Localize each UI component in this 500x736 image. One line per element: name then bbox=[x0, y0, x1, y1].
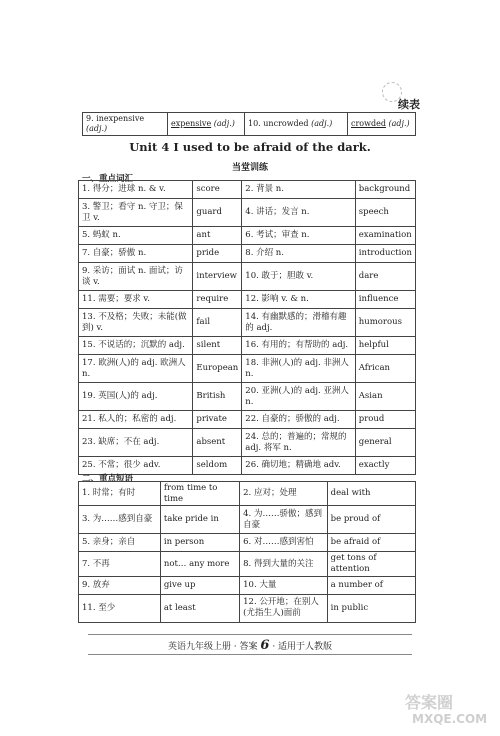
cell: crowded (adj.) bbox=[348, 113, 416, 136]
cell-prompt-left: 3. 为……感到自豪 bbox=[79, 506, 161, 534]
cell-answer-left: pride bbox=[193, 245, 242, 263]
cell-answer-left: in person bbox=[160, 534, 239, 552]
section-heading-phrases: 二、重点短语 bbox=[82, 474, 134, 484]
cell-prompt-left: 19. 英国(人)的 adj. bbox=[79, 383, 193, 411]
cell-answer-right: a number of bbox=[327, 576, 415, 594]
cell-prompt-right: 2. 应对；处理 bbox=[240, 482, 328, 506]
table-row bbox=[79, 245, 416, 263]
cell-answer-left: European bbox=[193, 355, 242, 383]
table-row bbox=[79, 576, 416, 594]
cell-answer-left: seldom bbox=[193, 457, 242, 475]
cell-prompt-right: 8. 介绍 n. bbox=[242, 245, 356, 263]
cell-answer-right: speech bbox=[355, 199, 415, 227]
cell-prompt-left: 13. 不及格；失败；未能(做到) v. bbox=[79, 309, 193, 337]
cell-prompt-right: 6. 对……感到害怕 bbox=[240, 534, 328, 552]
cell-prompt-right: 10. 敢于；胆敢 v. bbox=[242, 263, 356, 291]
cell-answer-right: get tons of attention bbox=[327, 552, 415, 576]
table-row bbox=[83, 113, 416, 136]
footer-rule-top bbox=[88, 634, 412, 635]
table-row bbox=[79, 309, 416, 337]
cell-prompt-left: 17. 欧洲(人)的 adj. 欧洲人 n. bbox=[79, 355, 193, 383]
cell-prompt-left: 1. 得分；进球 n. & v. bbox=[79, 181, 193, 199]
watermark-url: MXQE.COM bbox=[412, 712, 488, 726]
table-row bbox=[79, 411, 416, 429]
cell-prompt-left: 25. 不常；很少 adv. bbox=[79, 457, 193, 475]
cell-answer-right: proud bbox=[355, 411, 415, 429]
cell-answer-left: fail bbox=[193, 309, 242, 337]
cell-prompt-left: 7. 自豪；骄傲 n. bbox=[79, 245, 193, 263]
cell-answer-right: deal with bbox=[327, 482, 415, 506]
cell-prompt-left: 5. 蚂蚁 n. bbox=[79, 227, 193, 245]
section-heading-vocabulary: 一、重点词汇 bbox=[82, 174, 134, 184]
cell-prompt-right: 14. 有幽默感的；滑稽有趣的 adj. bbox=[242, 309, 356, 337]
cell-prompt-right: 6. 考试；审查 n. bbox=[242, 227, 356, 245]
cell-answer-left: give up bbox=[160, 576, 239, 594]
cell-prompt-right: 18. 非洲(人)的 adj. 非洲人 n. bbox=[242, 355, 356, 383]
cell-answer-right: general bbox=[355, 429, 415, 457]
cell-prompt-left: 9. 采访；面试 n. 面试；访谈 v. bbox=[79, 263, 193, 291]
page-footer: 英语九年级上册 · 答案 6 · 适用于人教版 bbox=[167, 638, 333, 653]
table-row bbox=[79, 227, 416, 245]
cell-answer-right: helpful bbox=[355, 337, 415, 355]
cell-answer-left: ant bbox=[193, 227, 242, 245]
table-row bbox=[79, 355, 416, 383]
phrases-table bbox=[78, 481, 416, 623]
continued-label: 续表 bbox=[398, 98, 420, 111]
cell-prompt-right: 12. 公开地；在别人(尤指生人)面前 bbox=[240, 594, 328, 622]
cell-answer-left: require bbox=[193, 291, 242, 309]
cell-prompt-left: 3. 警卫；看守 n. 守卫；保卫 v. bbox=[79, 199, 193, 227]
cell-answer-left: interview bbox=[193, 263, 242, 291]
cell-answer-left: British bbox=[193, 383, 242, 411]
cell-prompt-right: 22. 自豪的；骄傲的 adj. bbox=[242, 411, 356, 429]
cell-prompt-right: 16. 有用的；有帮助的 adj. bbox=[242, 337, 356, 355]
cell-answer-right: be proud of bbox=[327, 506, 415, 534]
cell-answer-left: private bbox=[193, 411, 242, 429]
footer-rule-bottom bbox=[88, 654, 412, 655]
cell-answer-right: dare bbox=[355, 263, 415, 291]
cell-prompt-left: 1. 时常；有时 bbox=[79, 482, 161, 506]
table-row bbox=[79, 263, 416, 291]
table-row bbox=[79, 337, 416, 355]
cell-answer-right: humorous bbox=[355, 309, 415, 337]
cell-prompt-right: 10. 大量 bbox=[240, 576, 328, 594]
cell-prompt-right: 20. 亚洲(人)的 adj. 亚洲人 n. bbox=[242, 383, 356, 411]
cell-prompt-left: 21. 私人的；私密的 adj. bbox=[79, 411, 193, 429]
cell-prompt-left: 15. 不说话的；沉默的 adj. bbox=[79, 337, 193, 355]
table-row bbox=[79, 482, 416, 506]
cell-answer-right: background bbox=[355, 181, 415, 199]
cell-answer-right: in public bbox=[327, 594, 415, 622]
table-row bbox=[79, 383, 416, 411]
cell-answer-right: African bbox=[355, 355, 415, 383]
cell-prompt-right: 12. 影响 v. & n. bbox=[242, 291, 356, 309]
table-row bbox=[79, 506, 416, 534]
section-subtitle: 当堂训练 bbox=[231, 163, 268, 173]
cell-prompt-left: 9. 放弃 bbox=[79, 576, 161, 594]
cell-answer-right: exactly bbox=[355, 457, 415, 475]
cell-answer-left: at least bbox=[160, 594, 239, 622]
continued-table bbox=[82, 112, 416, 136]
cell-answer-left: guard bbox=[193, 199, 242, 227]
table-row bbox=[79, 291, 416, 309]
table-row bbox=[79, 199, 416, 227]
cell-answer-right: influence bbox=[355, 291, 415, 309]
cell-prompt-right: 8. 得到大量的关注 bbox=[240, 552, 328, 576]
table-row bbox=[79, 181, 416, 199]
cell-prompt-right: 2. 背景 n. bbox=[242, 181, 356, 199]
cell-prompt-right: 4. 讲话；发言 n. bbox=[242, 199, 356, 227]
cell: expensive (adj.) bbox=[168, 113, 245, 136]
table-row bbox=[79, 552, 416, 576]
cell-answer-left: not… any more bbox=[160, 552, 239, 576]
cell-prompt-right: 24. 总的；普遍的；常规的 adj. 将军 n. bbox=[242, 429, 356, 457]
watermark-logo: 答案圈 bbox=[405, 693, 454, 712]
cell-answer-left: silent bbox=[193, 337, 242, 355]
cell-answer-right: examination bbox=[355, 227, 415, 245]
cell-prompt-right: 26. 确切地；精确地 adv. bbox=[242, 457, 356, 475]
page-number: 6 bbox=[260, 638, 270, 653]
table-row bbox=[79, 534, 416, 552]
unit-title: Unit 4 I used to be afraid of the dark. bbox=[129, 140, 371, 154]
cell-answer-right: introduction bbox=[355, 245, 415, 263]
vocabulary-table bbox=[78, 180, 416, 475]
cell-answer-left: score bbox=[193, 181, 242, 199]
cell-prompt-left: 7. 不再 bbox=[79, 552, 161, 576]
cell-answer-left: absent bbox=[193, 429, 242, 457]
cell-answer-left: from time to time bbox=[160, 482, 239, 506]
cell-answer-left: take pride in bbox=[160, 506, 239, 534]
cell-prompt-left: 5. 亲身；亲自 bbox=[79, 534, 161, 552]
table-row bbox=[79, 429, 416, 457]
cell: 10. uncrowded (adj.) bbox=[245, 113, 348, 136]
cell-answer-right: be afraid of bbox=[327, 534, 415, 552]
cell-prompt-right: 4. 为……骄傲；感到自豪 bbox=[240, 506, 328, 534]
cell-prompt-left: 23. 缺席；不在 adj. bbox=[79, 429, 193, 457]
cell-answer-right: Asian bbox=[355, 383, 415, 411]
cell: 9. inexpensive (adj.) bbox=[83, 113, 168, 136]
table-row bbox=[79, 594, 416, 622]
cell-prompt-left: 11. 至少 bbox=[79, 594, 161, 622]
cell-prompt-left: 11. 需要；要求 v. bbox=[79, 291, 193, 309]
